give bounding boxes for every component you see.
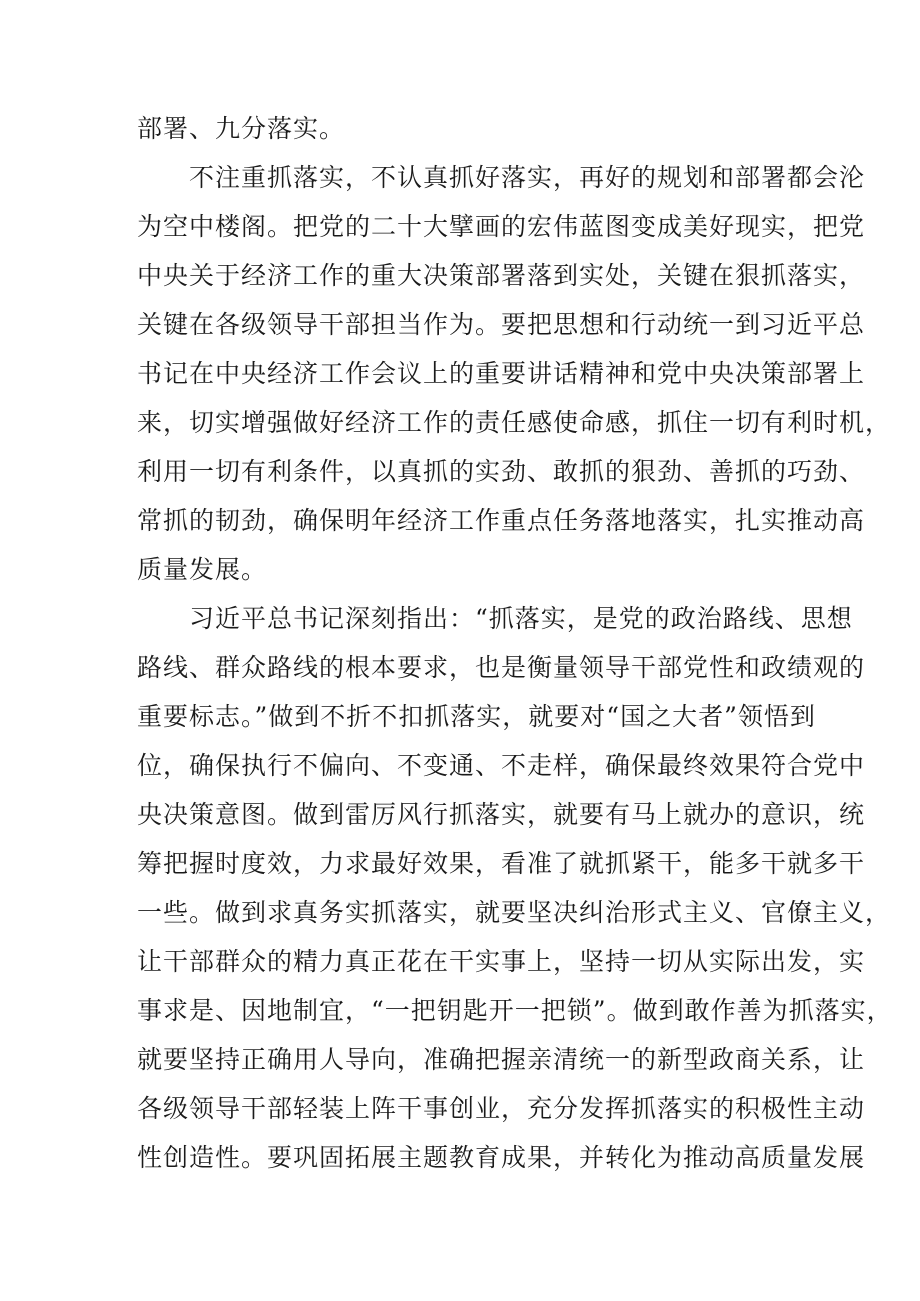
paragraph-2 [137,153,892,594]
text-line: 就要坚持正确用人导向，准确把握亲清统一的新型政商关系，让 [137,1045,866,1074]
text-line: 习近平总书记深刻指出：“抓落实，是党的政治路线、思想 [189,604,853,633]
text-line: 书记在中央经济工作会议上的重要讲话精神和党中央决策部署上 [137,359,866,388]
text-line: 部署、九分落实。 [137,114,346,143]
text-line: 各级领导干部轻装上阵干事创业，充分发挥抓落实的积极性主动 [137,1094,866,1123]
text-line: 性创造性。要巩固拓展主题教育成果，并转化为推动高质量发展 [137,1143,866,1172]
text-line: 为空中楼阁。把党的二十大擘画的宏伟蓝图变成美好现实，把党 [137,212,866,241]
text-line: 中央关于经济工作的重大决策部署落到实处，关键在狠抓落实， [137,261,866,290]
text-line: 利用一切有利条件，以真抓的实劲、敢抓的狠劲、善抓的巧劲、 [137,457,866,486]
text-line: 路线、群众路线的根本要求，也是衡量领导干部党性和政绩观的 [137,653,866,682]
text-line: 让干部群众的精力真正花在干实事上，坚持一切从实际出发，实 [137,947,866,976]
text-line: 事求是、因地制宜，“一把钥匙开一把锁”。做到敢作善为抓落实， [137,996,893,1025]
text-line: 位，确保执行不偏向、不变通、不走样，确保最终效果符合党中 [137,751,866,780]
text-line: 央决策意图。做到雷厉风行抓落实，就要有马上就办的意识，统 [137,800,866,829]
text-line: 筹把握时度效，力求最好效果，看准了就抓紧干，能多干就多干 [137,849,866,878]
text-line: 常抓的韧劲，确保明年经济工作重点任务落地落实，扎实推动高 [137,506,866,535]
paragraph-3 [137,594,893,1182]
paragraph-1 [137,104,797,153]
text-line: 重要标志。”做到不折不扣抓落实，就要对“国之大者”领悟到 [137,702,816,731]
text-line: 来，切实增强做好经济工作的责任感使命感，抓住一切有利时机， [137,408,892,437]
document-body [137,104,893,1182]
text-line: 关键在各级领导干部担当作为。要把思想和行动统一到习近平总 [137,310,866,339]
text-line: 不注重抓落实，不认真抓好落实，再好的规划和部署都会沦 [189,163,866,192]
text-line: 质量发展。 [137,555,268,584]
text-line: 一些。做到求真务实抓落实，就要坚决纠治形式主义、官僚主义， [137,898,892,927]
